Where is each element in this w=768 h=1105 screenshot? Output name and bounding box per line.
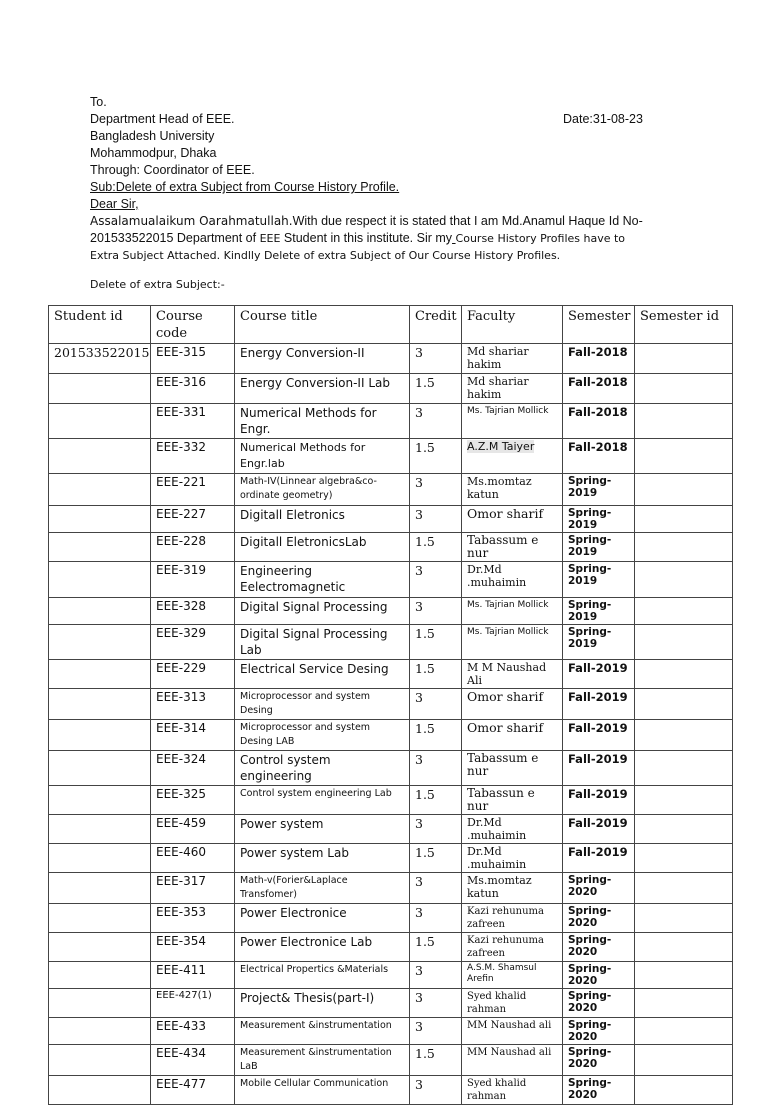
credit-cell: 3: [410, 873, 462, 904]
credit-cell: 1.5: [410, 660, 462, 689]
body-text-part3: Course History Profiles have to Extra Subject Attached. Kindlly Delete of extra Subject of Our Course History Profiles.: [90, 232, 626, 262]
student-id-cell: [49, 786, 151, 815]
table-row: [49, 404, 733, 439]
semester-id-cell: [635, 933, 733, 962]
course-code-cell: EEE-229: [151, 660, 235, 689]
credit-cell: 3: [410, 474, 462, 506]
table-row: [49, 904, 733, 933]
faculty-cell: Md shariar hakim: [462, 344, 563, 374]
credit-cell: 3: [410, 404, 462, 439]
semester-id-cell: [635, 962, 733, 989]
table-row: [49, 598, 733, 625]
course-title-cell: Microprocessor and system Desing LAB: [235, 720, 410, 751]
faculty-cell: Omor sharif: [462, 720, 563, 751]
course-title-cell: Power system Lab: [235, 844, 410, 873]
student-id-cell: [49, 689, 151, 720]
semester-cell: Fall-2019: [563, 786, 635, 815]
student-id-cell: [49, 1018, 151, 1045]
semester-cell: Fall-2018: [563, 439, 635, 474]
student-id-cell: [49, 1045, 151, 1076]
student-id-cell: [49, 962, 151, 989]
credit-cell: 3: [410, 1076, 462, 1105]
course-code-cell: EEE-459: [151, 815, 235, 844]
semester-id-cell: [635, 720, 733, 751]
table-row: [49, 562, 733, 598]
semester-id-cell: [635, 844, 733, 873]
credit-cell: 1.5: [410, 374, 462, 404]
student-id-cell: [49, 1076, 151, 1105]
student-id-cell: [49, 625, 151, 660]
semester-id-cell: [635, 474, 733, 506]
student-id-cell: [49, 598, 151, 625]
faculty-cell: Ms. Tajrian Mollick: [462, 598, 563, 625]
table-row: [49, 844, 733, 873]
course-code-cell: EEE-227: [151, 506, 235, 533]
semester-cell: Spring-2019: [563, 598, 635, 625]
faculty-cell: Ms. Tajrian Mollick: [462, 625, 563, 660]
student-id-cell: [49, 474, 151, 506]
semester-id-cell: [635, 374, 733, 404]
faculty-cell: Omor sharif: [462, 689, 563, 720]
faculty-cell: Ms.momtaz katun: [462, 873, 563, 904]
semester-id-cell: [635, 344, 733, 374]
faculty-cell: Dr.Md .muhaimin: [462, 815, 563, 844]
through-line: Through: Coordinator of EEE.: [90, 163, 255, 177]
faculty-cell: Tabassum e nur: [462, 533, 563, 562]
table-row: [49, 962, 733, 989]
faculty-highlight: A.Z.M Taiyer: [467, 440, 535, 453]
credit-cell: 3: [410, 904, 462, 933]
credit-cell: 3: [410, 815, 462, 844]
semester-id-cell: [635, 660, 733, 689]
semester-cell: Fall-2019: [563, 815, 635, 844]
semester-cell: Fall-2019: [563, 844, 635, 873]
semester-cell: Spring- 2020: [563, 962, 635, 989]
course-title-cell: Numerical Methods for Engr.: [235, 404, 410, 439]
credit-cell: 1.5: [410, 439, 462, 474]
course-title-cell: Mobile Cellular Communication: [235, 1076, 410, 1105]
student-id-cell: [49, 404, 151, 439]
table-row: [49, 689, 733, 720]
student-id-cell: [49, 660, 151, 689]
table-row: [49, 474, 733, 506]
header-course-title: Course title: [235, 306, 410, 344]
faculty-cell: A.S.M. Shamsul Arefin: [462, 962, 563, 989]
course-title-cell: Measurement &instrumentation LaB: [235, 1045, 410, 1076]
credit-cell: 3: [410, 989, 462, 1018]
course-title-cell: Electrical Propertics &Materials: [235, 962, 410, 989]
table-row: [49, 374, 733, 404]
table-header-row: [49, 306, 733, 344]
semester-cell: Fall-2019: [563, 660, 635, 689]
student-id-cell: [49, 533, 151, 562]
faculty-cell: Syed khalid rahman: [462, 989, 563, 1018]
semester-cell: Spring- 2020: [563, 1076, 635, 1105]
body-text-part1: With due respect it is stated that I am Md.Anamul Haque Id No-201533522015 Department of: [90, 214, 643, 245]
faculty-cell: Ms.momtaz katun: [462, 474, 563, 506]
semester-id-cell: [635, 873, 733, 904]
student-id-cell: [49, 815, 151, 844]
header-credit: Credit: [410, 306, 462, 344]
semester-id-cell: [635, 562, 733, 598]
credit-cell: 3: [410, 562, 462, 598]
semester-cell: Fall-2019: [563, 720, 635, 751]
semester-id-cell: [635, 1076, 733, 1105]
course-code-cell: EEE-353: [151, 904, 235, 933]
semester-id-cell: [635, 1045, 733, 1076]
credit-cell: 3: [410, 689, 462, 720]
course-title-cell: Power Electronice Lab: [235, 933, 410, 962]
course-code-cell: EEE-315: [151, 344, 235, 374]
subject-line: Sub:Delete of extra Subject from Course History Profile.: [90, 180, 400, 194]
faculty-cell: Omor sharif: [462, 506, 563, 533]
table-row: [49, 660, 733, 689]
semester-cell: Fall-2019: [563, 689, 635, 720]
table-row: [49, 720, 733, 751]
student-id-cell: [49, 873, 151, 904]
table-row: [49, 786, 733, 815]
greeting-text: Assalamualaikum Oarahmatullah.: [90, 214, 293, 228]
course-title-cell: Numerical Methods for Engr.lab: [235, 439, 410, 474]
semester-cell: Spring-2019: [563, 625, 635, 660]
university-line: Bangladesh University: [90, 129, 215, 143]
course-code-cell: EEE-228: [151, 533, 235, 562]
semester-cell: Spring- 2020: [563, 1045, 635, 1076]
course-code-cell: EEE-324: [151, 751, 235, 786]
student-id-cell: [49, 720, 151, 751]
semester-id-cell: [635, 625, 733, 660]
header-semester: Semester: [563, 306, 635, 344]
semester-cell: Spring-2019: [563, 506, 635, 533]
semester-cell: Spring- 2020: [563, 933, 635, 962]
course-code-cell: EEE-331: [151, 404, 235, 439]
credit-cell: 1.5: [410, 533, 462, 562]
semester-id-cell: [635, 751, 733, 786]
course-title-cell: Math-IV(Linnear algebra&co-ordinate geometry): [235, 474, 410, 506]
course-title-cell: Digitall EletronicsLab: [235, 533, 410, 562]
course-code-cell: EEE-332: [151, 439, 235, 474]
faculty-cell: Kazi rehunuma zafreen: [462, 904, 563, 933]
course-title-cell: Digital Signal Processing: [235, 598, 410, 625]
credit-cell: 3: [410, 1018, 462, 1045]
body-dept-text: EEE: [259, 232, 281, 245]
faculty-cell: MM Naushad ali: [462, 1045, 563, 1076]
recipient-line: Department Head of EEE.: [90, 112, 235, 126]
student-id-cell: [49, 989, 151, 1018]
table-row: [49, 989, 733, 1018]
course-title-cell: Electrical Service Desing: [235, 660, 410, 689]
semester-id-cell: [635, 598, 733, 625]
course-title-cell: Control system engineering: [235, 751, 410, 786]
course-title-cell: Power Electronice: [235, 904, 410, 933]
semester-id-cell: [635, 533, 733, 562]
course-code-cell: EEE-221: [151, 474, 235, 506]
credit-cell: 3: [410, 344, 462, 374]
semester-id-cell: [635, 404, 733, 439]
course-code-cell: EEE-313: [151, 689, 235, 720]
table-row: [49, 1045, 733, 1076]
table-row: [49, 873, 733, 904]
student-id-cell: [49, 933, 151, 962]
credit-cell: 1.5: [410, 625, 462, 660]
location-line: Mohammodpur, Dhaka: [90, 146, 217, 160]
semester-cell: Spring- 2020: [563, 904, 635, 933]
course-title-cell: Engineering Eelectromagnetic: [235, 562, 410, 598]
semester-id-cell: [635, 904, 733, 933]
course-title-cell: Control system engineering Lab: [235, 786, 410, 815]
faculty-cell: Ms. Tajrian Mollick: [462, 404, 563, 439]
course-code-cell: EEE-434: [151, 1045, 235, 1076]
semester-cell: Fall-2018: [563, 374, 635, 404]
course-code-cell: EEE-314: [151, 720, 235, 751]
course-title-cell: Digital Signal Processing Lab: [235, 625, 410, 660]
semester-id-cell: [635, 989, 733, 1018]
faculty-cell: Dr.Md .muhaimin: [462, 844, 563, 873]
course-code-cell: EEE-427(1): [151, 989, 235, 1018]
credit-cell: 3: [410, 962, 462, 989]
table-row: [49, 815, 733, 844]
faculty-cell: Dr.Md .muhaimin: [462, 562, 563, 598]
header-course-code: Course code: [151, 306, 235, 344]
course-title-cell: Project& Thesis(part-I): [235, 989, 410, 1018]
course-code-cell: EEE-316: [151, 374, 235, 404]
course-title-cell: Energy Conversion-II Lab: [235, 374, 410, 404]
faculty-cell: Syed khalid rahman: [462, 1076, 563, 1105]
course-title-cell: Math-v(Forier&Laplace Transfomer): [235, 873, 410, 904]
course-code-cell: EEE-460: [151, 844, 235, 873]
student-id-cell: [49, 844, 151, 873]
semester-cell: Spring-2019: [563, 533, 635, 562]
semester-cell: Spring-2019: [563, 474, 635, 506]
course-code-cell: EEE-411: [151, 962, 235, 989]
credit-cell: 1.5: [410, 933, 462, 962]
credit-cell: 1.5: [410, 844, 462, 873]
course-code-cell: EEE-325: [151, 786, 235, 815]
header-student-id: Student id: [49, 306, 151, 344]
header-faculty: Faculty: [462, 306, 563, 344]
table-row: [49, 625, 733, 660]
faculty-cell: MM Naushad ali: [462, 1018, 563, 1045]
faculty-cell: M M Naushad Ali: [462, 660, 563, 689]
salutation-line: Dear Sir,: [90, 197, 139, 211]
course-title-cell: Microprocessor and system Desing: [235, 689, 410, 720]
course-code-cell: EEE-477: [151, 1076, 235, 1105]
table-row: [49, 344, 733, 374]
student-id-cell: [49, 904, 151, 933]
semester-cell: Spring- 2020: [563, 1018, 635, 1045]
faculty-cell: Md shariar hakim: [462, 374, 563, 404]
letter-date: Date:31-08-23: [563, 112, 643, 126]
student-id-cell: [49, 439, 151, 474]
semester-id-cell: [635, 506, 733, 533]
semester-id-cell: [635, 1018, 733, 1045]
course-code-cell: EEE-433: [151, 1018, 235, 1045]
faculty-cell: Tabassum e nur: [462, 751, 563, 786]
credit-cell: 1.5: [410, 720, 462, 751]
course-code-cell: EEE-319: [151, 562, 235, 598]
student-id-cell: [49, 506, 151, 533]
course-title-cell: Energy Conversion-II: [235, 344, 410, 374]
course-code-cell: EEE-317: [151, 873, 235, 904]
semester-id-cell: [635, 439, 733, 474]
faculty-cell: Tabassun e nur: [462, 786, 563, 815]
student-id-cell: [49, 374, 151, 404]
semester-id-cell: [635, 786, 733, 815]
student-id-cell: [49, 751, 151, 786]
letter-body: [90, 213, 650, 264]
semester-cell: Spring-2019: [563, 562, 635, 598]
semester-id-cell: [635, 815, 733, 844]
semester-cell: Fall-2019: [563, 751, 635, 786]
semester-cell: Fall-2018: [563, 404, 635, 439]
table-row: [49, 751, 733, 786]
student-id-cell: 201533522015: [49, 344, 151, 374]
table-row: [49, 439, 733, 474]
credit-cell: 3: [410, 598, 462, 625]
course-title-cell: Power system: [235, 815, 410, 844]
table-row: [49, 933, 733, 962]
course-title-cell: Measurement &instrumentation: [235, 1018, 410, 1045]
faculty-cell: Kazi rehunuma zafreen: [462, 933, 563, 962]
table-row: [49, 506, 733, 533]
semester-cell: Fall-2018: [563, 344, 635, 374]
course-code-cell: EEE-329: [151, 625, 235, 660]
credit-cell: 3: [410, 751, 462, 786]
credit-cell: 1.5: [410, 1045, 462, 1076]
faculty-cell: [462, 439, 563, 474]
to-line: To.: [90, 95, 107, 109]
semester-cell: Spring- 2020: [563, 873, 635, 904]
header-semester-id: Semester id: [635, 306, 733, 344]
extra-subject-intro: Delete of extra Subject:-: [90, 278, 225, 291]
credit-cell: 1.5: [410, 786, 462, 815]
body-text-part2: Student in this institute. Sir my: [280, 231, 453, 245]
course-table: [48, 305, 733, 1105]
course-title-cell: Digitall Eletronics: [235, 506, 410, 533]
credit-cell: 3: [410, 506, 462, 533]
table-row: [49, 1018, 733, 1045]
student-id-cell: [49, 562, 151, 598]
semester-id-cell: [635, 689, 733, 720]
semester-cell: Spring- 2020: [563, 989, 635, 1018]
course-code-cell: EEE-328: [151, 598, 235, 625]
course-code-cell: EEE-354: [151, 933, 235, 962]
table-row: [49, 1076, 733, 1105]
table-row: [49, 533, 733, 562]
